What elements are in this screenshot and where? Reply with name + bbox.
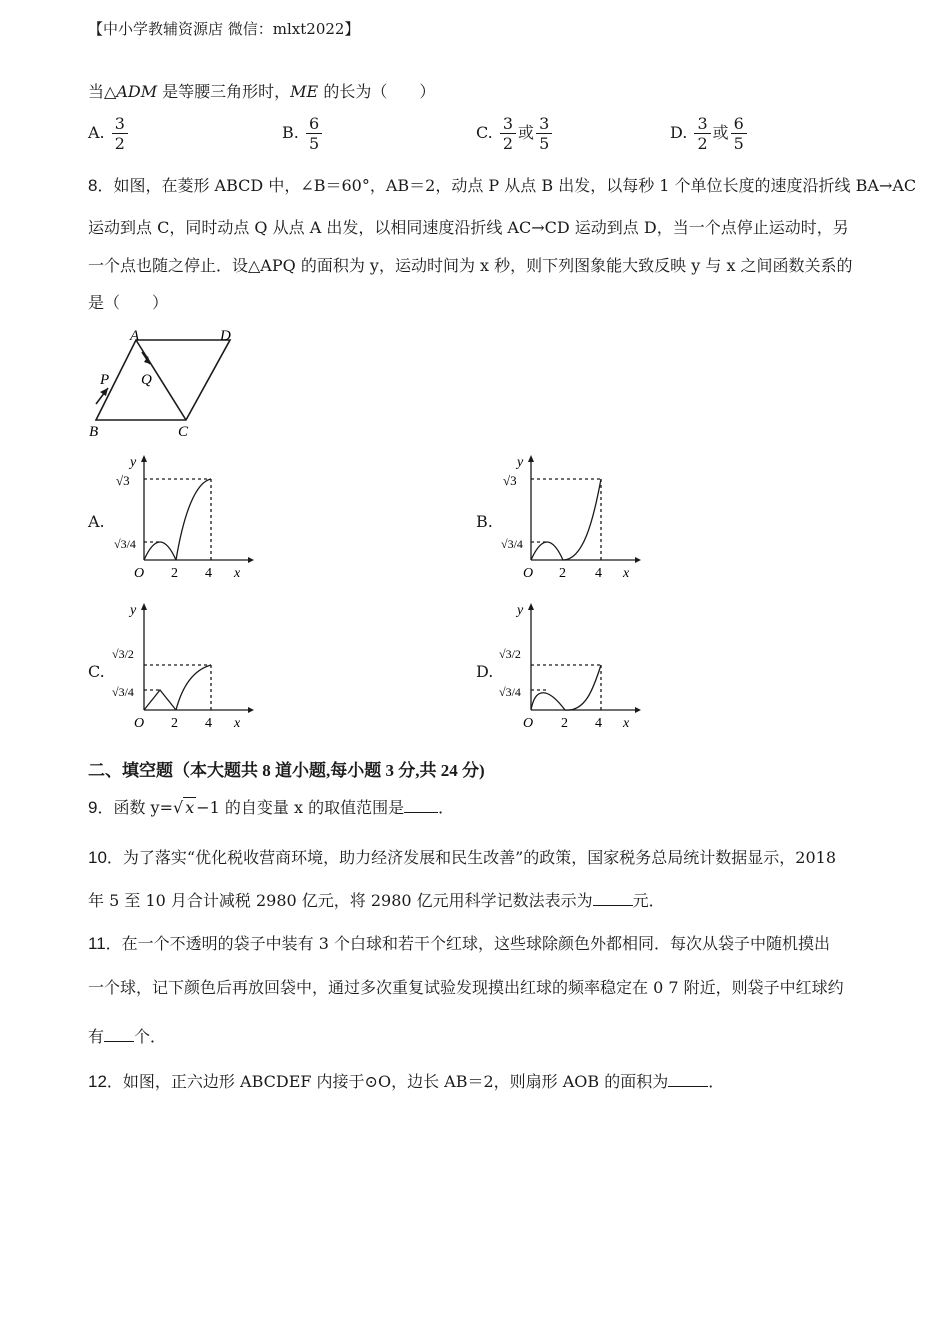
rhombus-figure <box>86 326 246 442</box>
q12-text: 12．如图，正六边形 ABCDEF 内接于⊙O，边长 AB＝2，则扇形 AOB 的面积为 ． <box>88 1072 725 1091</box>
q8-line-1: 8．如图，在菱形 ABCD 中，∠B＝60°，AB＝2，动点 P 从点 B 出发，以每秒 1 个单位长度的速度沿折线 BA→AC <box>88 176 917 195</box>
rhombus-label-d: D <box>220 328 231 344</box>
q8-option-b-label[interactable]: B. <box>476 512 493 531</box>
q10-answer-blank[interactable] <box>593 891 633 906</box>
graph-a-y-axis-label: y <box>130 455 137 470</box>
graph-d-origin: O <box>523 716 534 731</box>
q8-line-3: 一个点也随之停止．设△APQ 的面积为 y，运动时间为 x 秒，则下列图象能大致反映 y 与 x 之间函数关系的 <box>88 256 853 275</box>
graph-d-x-tick-2: 2 <box>561 716 568 731</box>
graph-a-x-tick-2: 2 <box>171 566 178 581</box>
graph-b-y-axis-label: y <box>517 455 524 470</box>
sqrt-icon: √ <box>173 798 184 817</box>
graph-b-origin: O <box>523 566 534 581</box>
q7-option-b[interactable]: B. $\frac{6}{5}$ <box>282 114 324 153</box>
rhombus-label-a: A <box>130 328 140 344</box>
graph-c-y-tick-low: √3/4 <box>112 685 134 699</box>
graph-option-b[interactable] <box>495 452 645 584</box>
q7-option-a[interactable]: A. $\frac{3}{2}$ <box>88 114 130 153</box>
q7-option-c[interactable]: C. $\frac{3}{2}$ 或 $\frac{3}{5}$ <box>476 114 554 153</box>
graph-d-y-tick-top: √3/2 <box>499 647 521 661</box>
section-title: 二、填空题（本大题共 8 道小题,每小题 3 分,共 24 分) <box>88 761 485 780</box>
q11-line-2: 一个球，记下颜色后再放回袋中，通过多次重复试验发现摸出红球的频率稳定在 0 7 附近，则袋子中红球约 <box>88 978 844 997</box>
graph-c-x-tick-2: 2 <box>171 716 178 731</box>
graph-d-y-axis-label: y <box>517 603 524 618</box>
q11-line-3: 有 个． <box>88 1027 167 1046</box>
graph-c-y-tick-top: √3/2 <box>112 647 134 661</box>
graph-b-x-tick-2: 2 <box>559 566 566 581</box>
q8-option-c-label[interactable]: C. <box>88 662 105 681</box>
graph-a-y-tick-top: √3 <box>116 473 130 488</box>
graph-c-origin: O <box>134 716 145 731</box>
q11-line-1: 11．在一个不透明的袋子中装有 3 个白球和若干个红球，这些球除颜色外都相同．每次从袋子中随机摸出 <box>88 934 831 953</box>
q10-line-2: 年 5 至 10 月合计减税 2980 亿元，将 2980 亿元用科学记数法表示为 元． <box>88 891 665 910</box>
q12-answer-blank[interactable] <box>668 1072 708 1087</box>
graph-option-a[interactable] <box>108 452 258 584</box>
rhombus-label-b: B <box>89 424 99 440</box>
page-header: 【中小学教辅资源店 微信：mlxt2022】 <box>88 20 360 38</box>
graph-c-y-axis-label: y <box>130 603 137 618</box>
graph-a-y-tick-low: √3/4 <box>114 537 136 551</box>
graph-option-c[interactable] <box>108 600 258 732</box>
q8-option-a-label[interactable]: A. <box>88 512 105 531</box>
graph-d-x-tick-4: 4 <box>595 716 602 731</box>
graph-b-x-axis-label: x <box>623 566 630 581</box>
graph-d-y-tick-low: √3/4 <box>499 685 521 699</box>
rhombus-label-q: Q <box>141 372 152 388</box>
q9-text: 9．函数 y=√ x −1 的自变量 x 的取值范围是 ． <box>88 798 455 817</box>
graph-b-x-tick-4: 4 <box>595 566 602 581</box>
q11-answer-blank[interactable] <box>104 1027 134 1042</box>
graph-option-d[interactable] <box>495 600 645 732</box>
graph-d-x-axis-label: x <box>623 716 630 731</box>
q9-answer-blank[interactable] <box>404 798 438 813</box>
graph-c-x-axis-label: x <box>234 716 241 731</box>
graph-b-y-tick-low: √3/4 <box>501 537 523 551</box>
q8-option-d-label[interactable]: D. <box>476 662 494 681</box>
graph-a-x-tick-4: 4 <box>205 566 212 581</box>
graph-a-x-axis-label: x <box>234 566 241 581</box>
graph-a-origin: O <box>134 566 145 581</box>
rhombus-label-c: C <box>178 424 189 440</box>
rhombus-label-p: P <box>100 372 110 388</box>
graph-c-x-tick-4: 4 <box>205 716 212 731</box>
q7-option-d[interactable]: D. $\frac{3}{2}$ 或 $\frac{6}{5}$ <box>670 114 749 153</box>
q8-line-2: 运动到点 C，同时动点 Q 从点 A 出发，以相同速度沿折线 AC→CD 运动到点 D，当一个点停止运动时，另 <box>88 218 849 237</box>
q10-line-1: 10．为了落实“优化税收营商环境，助力经济发展和民生改善”的政策，国家税务总局统计数据显示，2018 <box>88 848 837 867</box>
graph-b-y-tick-top: √3 <box>503 473 517 488</box>
q8-line-4: 是（ ） <box>88 293 169 312</box>
q7-stem: 当△ADM 是等腰三角形时，ME 的长为（ ） <box>88 82 436 101</box>
